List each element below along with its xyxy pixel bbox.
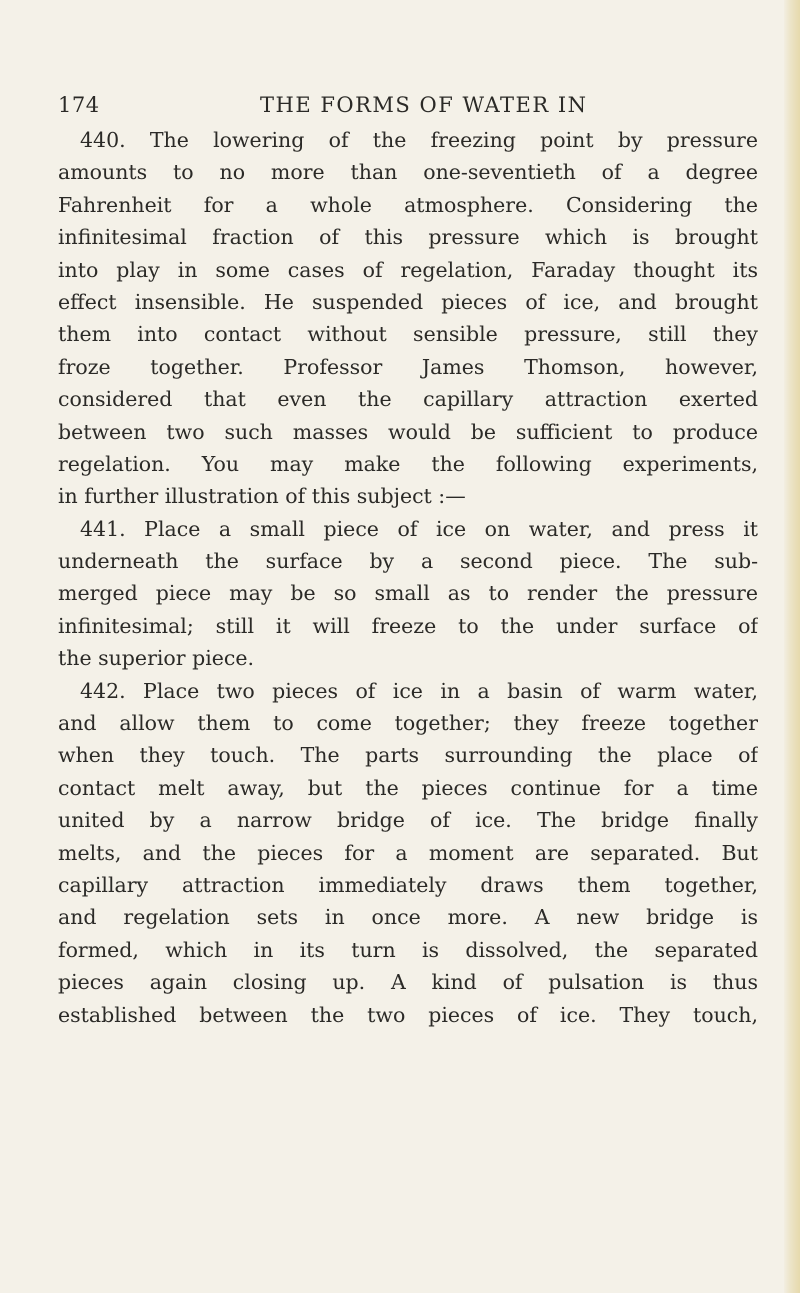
text-line: established between the two pieces of ice. They touch, — [58, 1002, 758, 1027]
text-line: regelation. You may make the following experiments, — [58, 451, 758, 476]
text-line: when they touch. The parts surrounding the place of — [58, 743, 758, 768]
text-line: the superior piece. — [58, 646, 255, 671]
text-line: infinitesimal; still it will freeze to the under surface of — [58, 613, 758, 638]
text-line: formed, which in its turn is dissolved, the separated — [58, 937, 758, 962]
text-line: capillary attraction immediately draws them together, — [58, 872, 758, 897]
text-line: into play in some cases of regelation, Faraday thought its — [58, 257, 758, 282]
text-line: infinitesimal fraction of this pressure which is brought — [58, 225, 758, 250]
text-line: 441. Place a small piece of ice on water, and press it — [80, 516, 758, 541]
text-line: 440. The lowering of the freezing point by pressure — [80, 128, 758, 152]
text-line: effect insensible. He suspended pieces of ice, and brought — [58, 289, 758, 314]
body-text — [58, 124, 758, 1031]
text-line: and allow them to come together; they freeze together — [58, 711, 758, 736]
text-line: between two such masses would be sufficient to produce — [58, 419, 758, 444]
text-line: 442. Place two pieces of ice in a basin of warm water, — [80, 678, 758, 703]
text-line: considered that even the capillary attraction exerted — [58, 387, 758, 412]
page-number: 174 — [58, 93, 100, 117]
text-line: amounts to no more than one-seventieth of a degree — [58, 160, 758, 185]
text-line: them into contact without sensible pressure, still they — [58, 322, 758, 347]
text-line: and regelation sets in once more. A new bridge is — [58, 905, 758, 930]
page-edge-shadow — [784, 0, 800, 1293]
text-line: contact melt away, but the pieces continue for a time — [58, 775, 758, 800]
text-line: in further illustration of this subject :— — [58, 484, 466, 509]
text-line: melts, and the pieces for a moment are separated. But — [58, 840, 758, 865]
text-line: froze together. Professor James Thomson, however, — [58, 354, 758, 379]
text-line: pieces again closing up. A kind of pulsation is thus — [58, 970, 758, 995]
text-line: united by a narrow bridge of ice. The bridge finally — [58, 808, 758, 833]
running-title: THE FORMS OF WATER IN — [260, 93, 588, 117]
text-line: Fahrenheit for a whole atmosphere. Considering the — [58, 192, 758, 217]
text-line: underneath the surface by a second piece. The sub- — [58, 549, 758, 574]
text-line: merged piece may be so small as to render the pressure — [58, 581, 758, 606]
